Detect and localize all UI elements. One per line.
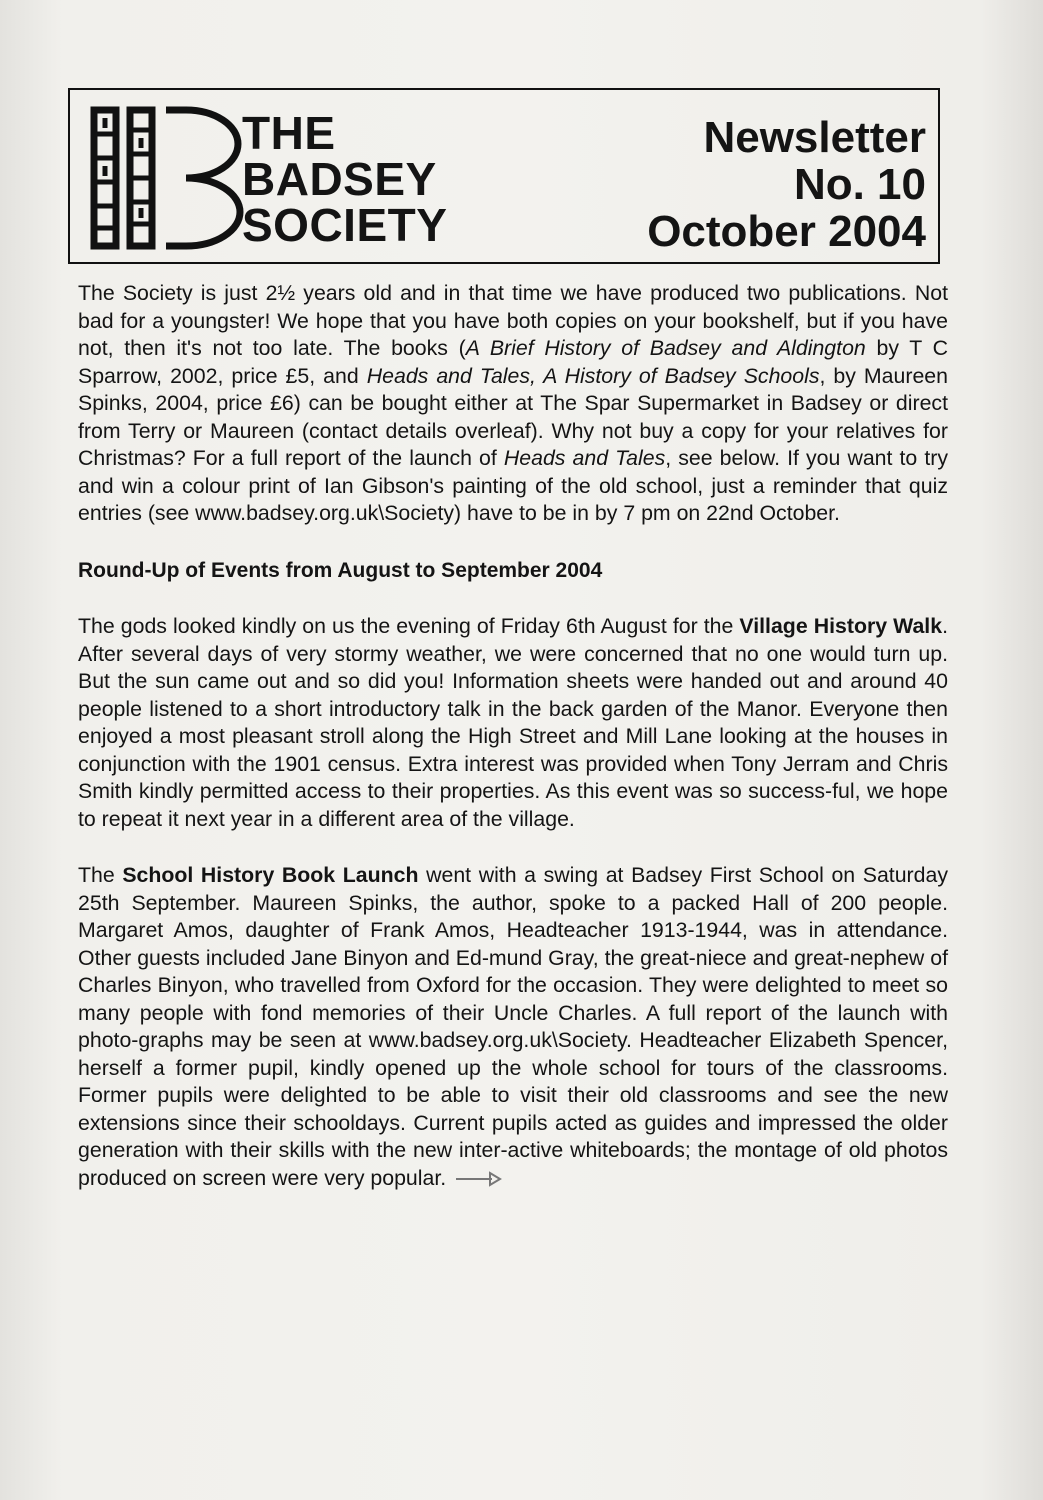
badsey-society-logo <box>86 104 246 252</box>
intro-paragraph <box>78 280 948 528</box>
masthead <box>68 88 940 264</box>
society-name-line-1: THE <box>242 107 336 159</box>
book-title-brief-history: A Brief History of Badsey and Aldington <box>465 336 866 360</box>
launch-text-before: The <box>78 863 123 887</box>
publication-title: Newsletter <box>703 113 926 162</box>
walk-text-before: The gods looked kindly on us the evening of Friday 6th August for the <box>78 614 740 638</box>
launch-event-name: School History Book Launch <box>122 863 419 887</box>
issue-block <box>647 114 926 255</box>
issue-date: October 2004 <box>647 207 926 256</box>
intro-text-4: , see below. If you want to try and win a colour print of Ian Gibson's painting of the old school, just a reminder that quiz entries (see www.badsey.org.uk\Society) have to be in by 7 pm on 22nd October. <box>78 446 948 525</box>
newsletter-body <box>78 280 948 1221</box>
society-name-line-2: BADSEY <box>242 153 437 205</box>
history-walk-paragraph <box>78 613 948 833</box>
section-heading: Round-Up of Events from August to September 2004 <box>78 558 603 582</box>
intro-text-3: , by Maureen Spinks, 2004, price £6) can be bought either at The Spar Supermarket in Badsey or direct from Terry or Maureen (contact details overleaf). Why not buy a copy for your relatives for Christmas? For a full report of the launch of <box>78 363 948 470</box>
society-name-line-3: SOCIETY <box>242 199 448 251</box>
book-title-heads-and-tales: Heads and Tales, A History of Badsey Schools <box>366 363 820 388</box>
walk-event-name: Village History Walk <box>739 614 943 638</box>
launch-text-after: went with a swing at Badsey First School on Saturday 25th September. Maureen Spinks, the author, spoke to a packed Hall of 200 people. Margaret Amos, daughter of Frank Amos, Headteacher 1913-1944, was in attendance. Other guests included Jane Binyon and Ed-mund Gray, the great-niece and great-nephew of Charles Binyon, who travelled from Oxford for the occasion. They were delighted to meet so many people with fond memories of their Uncle Charles. A full report of the launch with photo-graphs may be seen at www.badsey.org.uk\Society. Headteacher Elizabeth Spencer, herself a former pupil, kindly opened up the whole school for tours of the classrooms. Former pupils were delighted to be able to visit their old classrooms and see the new extensions since their schooldays. Current pupils acted as guides and impressed the older generation with their skills with the new inter-active whiteboards; the montage of old photos produced on screen were very popular. <box>78 863 948 1190</box>
arrow-right-icon <box>454 1170 502 1188</box>
intro-text-2: by T C Sparrow, 2002, price £5, and <box>78 336 948 388</box>
book-launch-paragraph <box>78 862 948 1192</box>
walk-text-after: . After several days of very stormy weather, we were concerned that no one would turn up. But the sun came out and so did you! Information sheets were handed out and around 40 people listened to a short introductory talk in the back garden of the Manor. Everyone then enjoyed a most pleasant stroll along the High Street and Mill Lane looking at the houses in conjunction with the 1901 census. Extra interest was provided when Tony Jerram and Chris Smith kindly permitted access to their properties. As this event was so success-ful, we hope to repeat it next year in a different area of the village. <box>78 614 948 831</box>
issue-number: No. 10 <box>793 160 926 209</box>
society-name <box>242 107 448 251</box>
book-title-short: Heads and Tales <box>503 446 666 470</box>
intro-text-1: The Society is just 2½ years old and in that time we have produced two publications. Not bad for a youngster! We hope that you have both copies on your bookshelf, but if you have not, then it's not too late. The books ( <box>78 281 948 360</box>
